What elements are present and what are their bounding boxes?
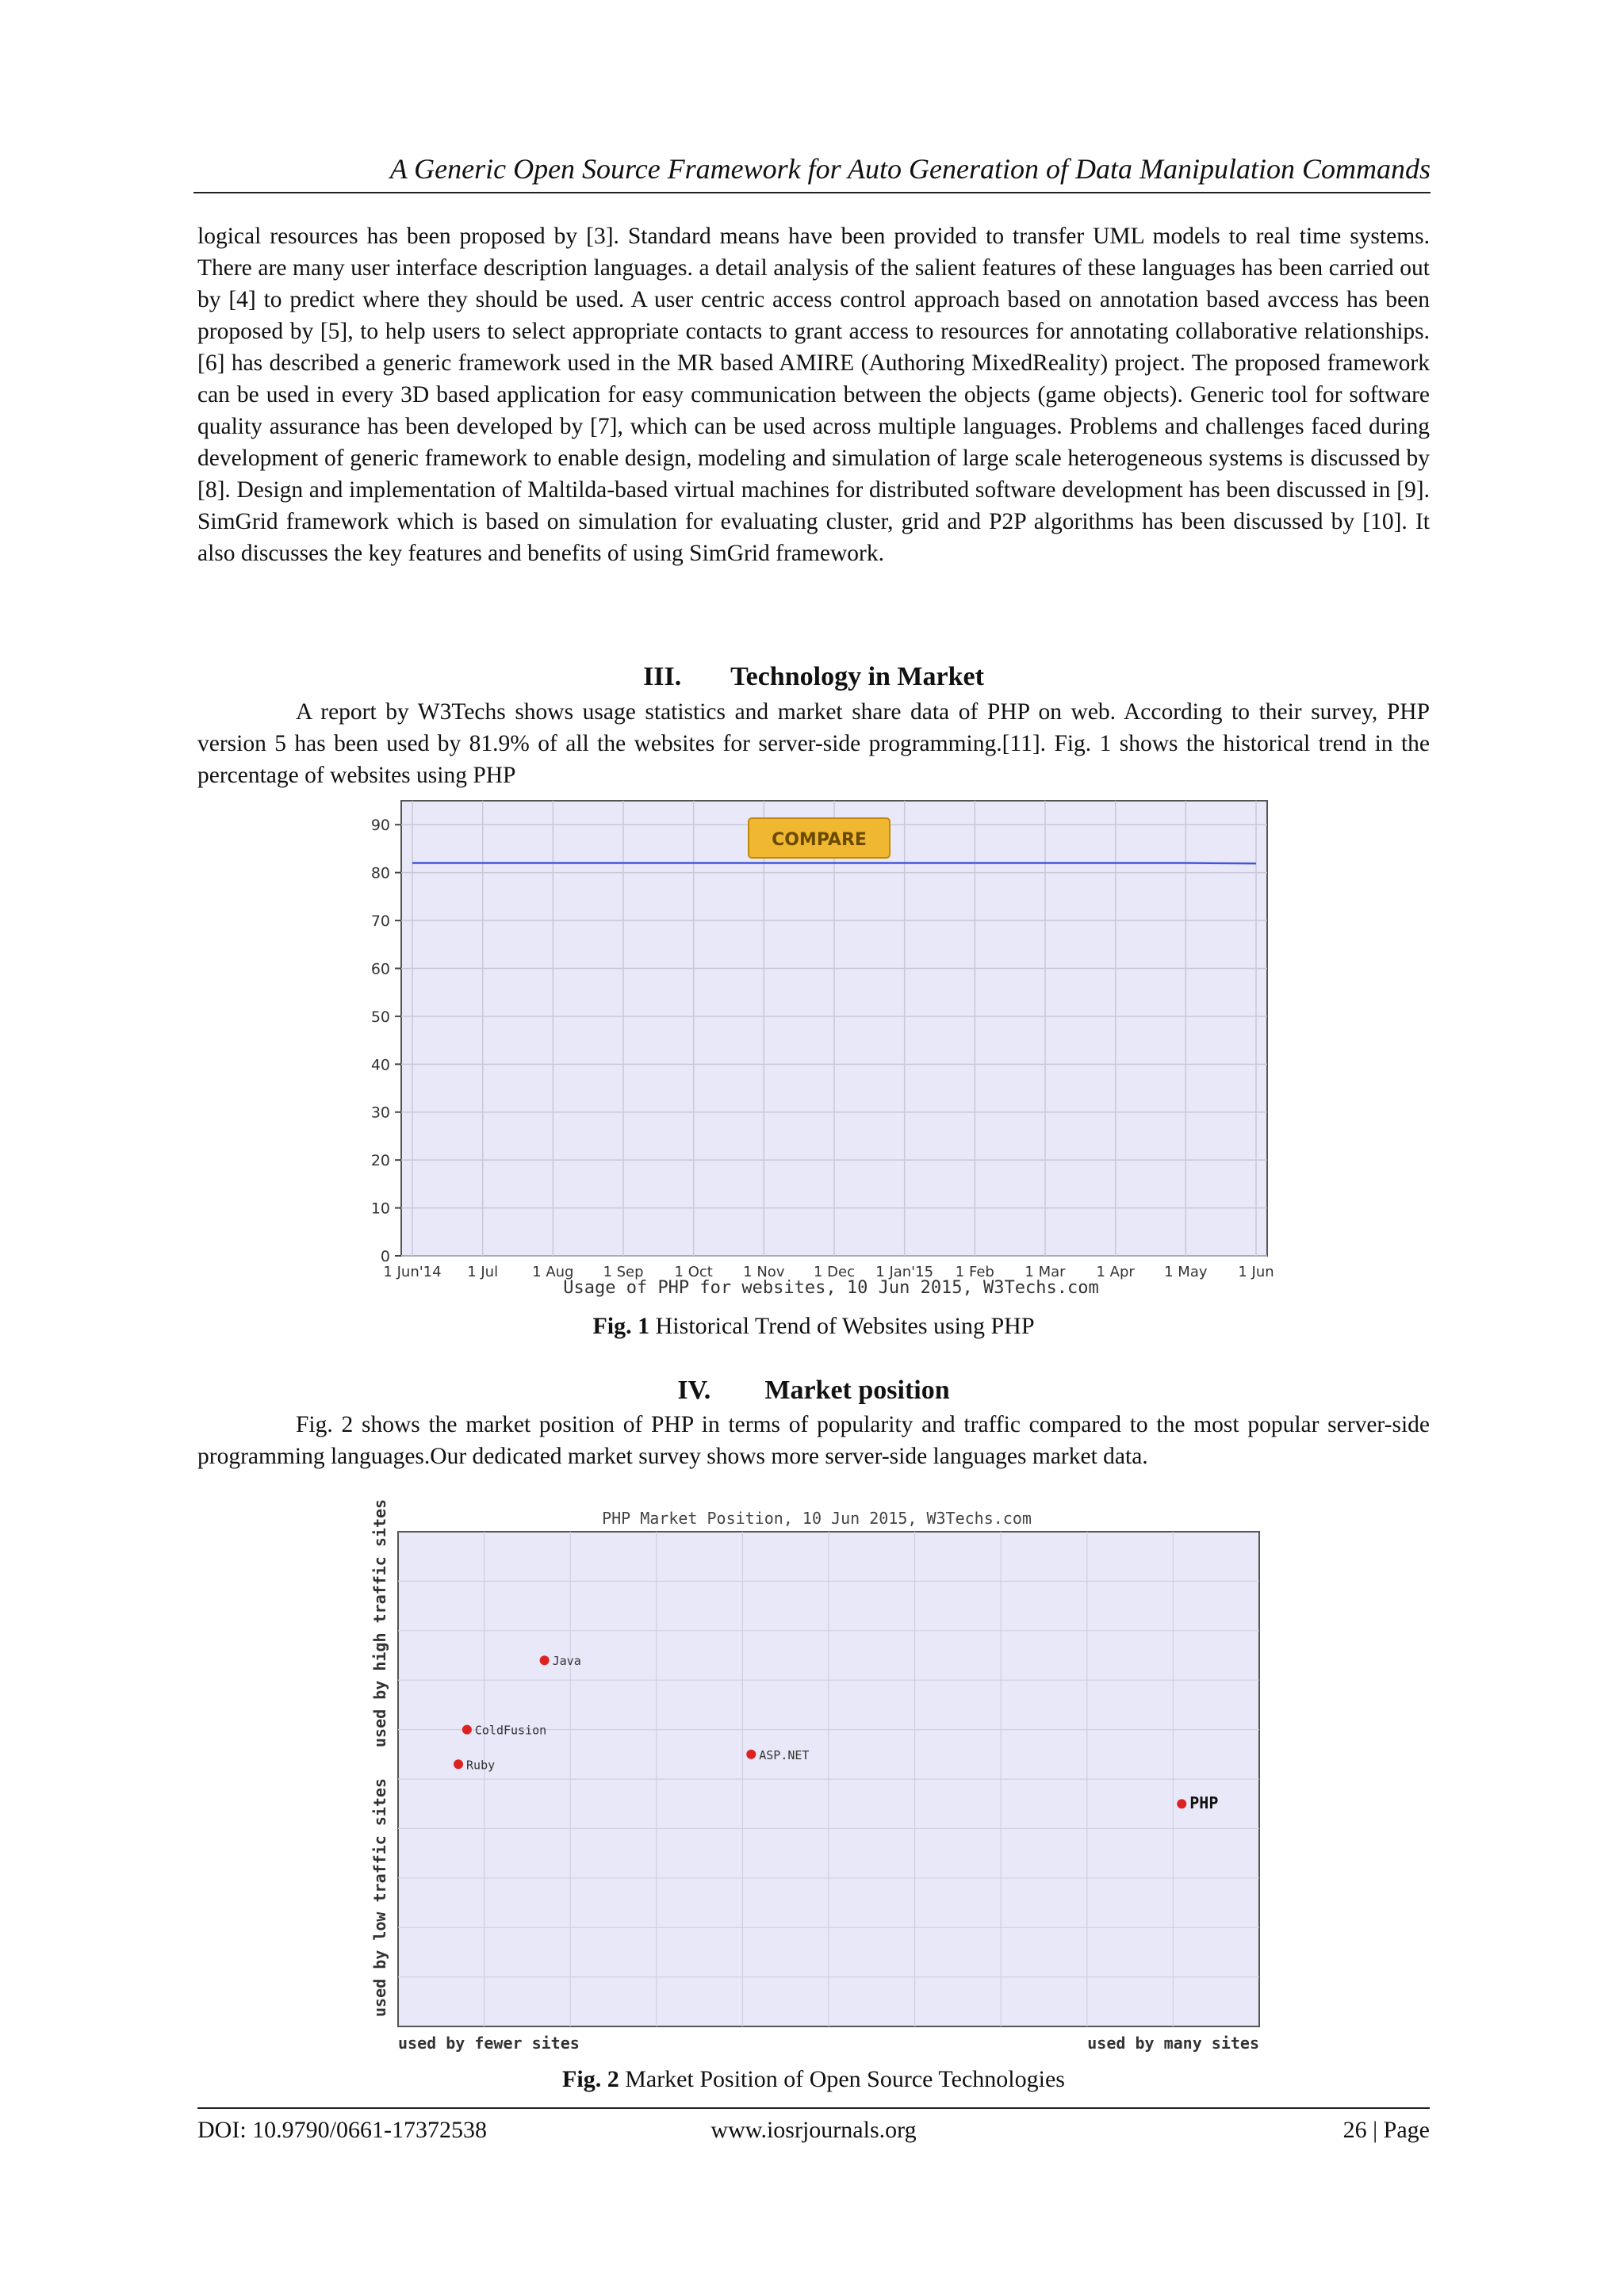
fig1-y-tick-label: 80 bbox=[370, 864, 390, 882]
fig2-y-label-high: used by high traffic sites bbox=[370, 1498, 389, 1747]
fig1-y-tick-label: 20 bbox=[370, 1152, 390, 1170]
fig1-caption bbox=[197, 1313, 1430, 1340]
compare-button-label: COMPARE bbox=[772, 830, 867, 850]
fig2-point-label-ruby: Ruby bbox=[466, 1758, 496, 1773]
fig2-caption bbox=[197, 2066, 1430, 2093]
running-head: A Generic Open Source Framework for Auto Generation of Data Manipulation Commands bbox=[193, 152, 1431, 193]
fig1-y-tick-label: 50 bbox=[370, 1008, 390, 1026]
section-3-paragraph: A report by W3Techs shows usage statistics and market share data of PHP on web. According to their survey, PHP version 5 has been used by 81.9% of all the websites for server-side programming.[11]. Fig. 1 shows the historical trend in the percentage of websites using PHP bbox=[197, 699, 1430, 788]
fig1-y-ticks bbox=[371, 817, 401, 1265]
fig1-x-tick-label: 1 Jun bbox=[1238, 1264, 1274, 1280]
fig2-caption-text: Market Position of Open Source Technologies bbox=[619, 2066, 1065, 2092]
fig2-point-asp-net bbox=[746, 1750, 756, 1759]
fig2-x-label-left: used by fewer sites bbox=[398, 2034, 580, 2053]
fig1-y-tick-label: 70 bbox=[370, 913, 390, 931]
section-3-title: Technology in Market bbox=[730, 662, 984, 691]
fig2-point-php bbox=[1177, 1799, 1186, 1808]
section-3-number: III. bbox=[643, 662, 682, 691]
fig1-x-tick-label: 1 Oct bbox=[674, 1264, 713, 1280]
fig1-x-tick-label: 1 Dec bbox=[813, 1264, 856, 1280]
fig1-y-tick-label: 40 bbox=[370, 1056, 390, 1074]
fig1-line-chart bbox=[339, 798, 1274, 1305]
fig2-point-label-php: PHP bbox=[1189, 1793, 1219, 1813]
fig1-caption-text: Historical Trend of Websites using PHP bbox=[649, 1313, 1035, 1339]
page-footer bbox=[197, 2107, 1430, 2143]
fig2-caption-label: Fig. 2 bbox=[562, 2066, 619, 2092]
fig2-point-ruby bbox=[454, 1759, 463, 1769]
fig2-point-java bbox=[540, 1655, 550, 1665]
fig1-caption-label: Fig. 1 bbox=[592, 1313, 650, 1339]
fig2-scatter-chart bbox=[362, 1498, 1267, 2060]
section-3-heading bbox=[197, 662, 1430, 692]
intro-paragraph: logical resources has been proposed by [3]. Standard means have been provided to transfer UML models to real time systems. There are many user interface description languages. a detail analysis of the salient features of these languages has been carried out by [4] to predict where they should be used. A user centric access control approach based on annotation based avccess has been proposed by [5], to help users to select appropriate contacts to grant access to resources for annotating collaborative relationships. [6] has described a generic framework used in the MR based AMIRE (Authoring MixedReality) project. The proposed framework can be used in every 3D based application for easy communication between the objects (game objects). Generic tool for software quality assurance has been developed by [7], which can be used across multiple languages. Problems and challenges faced during development of generic framework to enable design, modeling and simulation of large scale heterogeneous systems is discussed by [8]. Design and implementation of Maltilda-based virtual machines for distributed software development has been discussed in [9]. SimGrid framework which is based on simulation for evaluating cluster, grid and P2P algorithms has been discussed by [10]. It also discusses the key features and benefits of using SimGrid framework. bbox=[197, 224, 1430, 566]
section-4-heading bbox=[197, 1376, 1430, 1406]
fig2-title: PHP Market Position, 10 Jun 2015, W3Techs.com bbox=[602, 1509, 1032, 1528]
footer-page-number: 26 | Page bbox=[1342, 2117, 1430, 2143]
fig1-x-tick-label: 1 Feb bbox=[955, 1264, 994, 1280]
section-4-paragraph: Fig. 2 shows the market position of PHP in terms of popularity and traffic compared to the most popular server-side programming languages.Our dedicated market survey shows more server-side languages market data. bbox=[197, 1412, 1430, 1469]
fig1-x-tick-label: 1 Jan'15 bbox=[875, 1264, 934, 1280]
fig1-x-tick-label: 1 Aug bbox=[532, 1264, 574, 1280]
fig2-point-label-coldfusion: ColdFusion bbox=[474, 1723, 547, 1738]
fig1-y-tick-label: 90 bbox=[370, 817, 390, 835]
fig1-x-tick-label: 1 Jun'14 bbox=[383, 1264, 442, 1280]
fig1-series-line-php bbox=[412, 863, 1256, 864]
fig1-x-tick-label: 1 Apr bbox=[1096, 1264, 1135, 1280]
fig1-y-tick-label: 10 bbox=[370, 1200, 390, 1218]
section-4-number: IV. bbox=[677, 1376, 711, 1405]
fig2-point-label-java: Java bbox=[552, 1654, 581, 1669]
footer-doi: DOI: 10.9790/0661-17372538 bbox=[197, 2117, 487, 2143]
section-4-title: Market position bbox=[764, 1376, 950, 1405]
fig1-x-tick-label: 1 Mar bbox=[1025, 1264, 1066, 1280]
footer-site[interactable]: www.iosrjournals.org bbox=[710, 2117, 917, 2143]
fig1-y-tick-label: 60 bbox=[370, 960, 390, 978]
fig1-x-axis-label: Usage of PHP for websites, 10 Jun 2015, W3Techs.com bbox=[563, 1278, 1099, 1298]
fig1-x-tick-label: 1 Sep bbox=[603, 1264, 644, 1280]
fig2-point-coldfusion bbox=[462, 1725, 472, 1735]
fig1-x-tick-label: 1 May bbox=[1164, 1264, 1208, 1280]
fig1-y-tick-label: 0 bbox=[380, 1248, 390, 1265]
fig1-x-tick-label: 1 Jul bbox=[467, 1264, 499, 1280]
fig2-x-label-right: used by many sites bbox=[1087, 2034, 1259, 2053]
fig1-y-tick-label: 30 bbox=[370, 1104, 390, 1122]
fig2-point-label-asp-net: ASP.NET bbox=[759, 1747, 810, 1762]
fig2-y-label-low: used by low traffic sites bbox=[370, 1777, 389, 2017]
fig1-x-tick-label: 1 Nov bbox=[743, 1264, 785, 1280]
